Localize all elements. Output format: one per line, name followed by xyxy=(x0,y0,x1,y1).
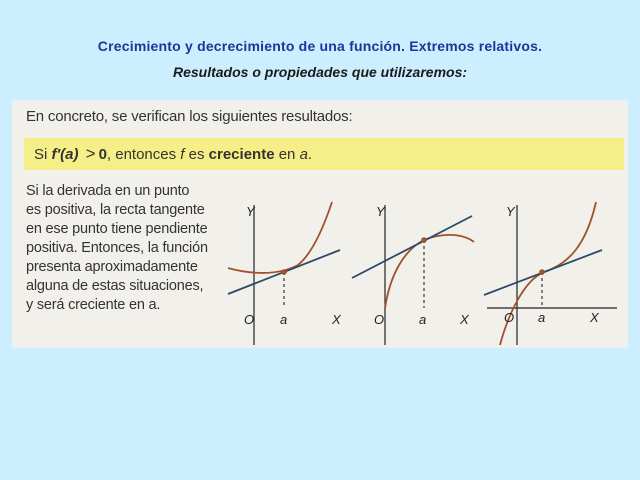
slide-subtitle: Resultados o propiedades que utilizaremos: xyxy=(172,64,468,80)
paragraph-line: Si la derivada en un punto xyxy=(26,183,190,199)
rule-si: Si xyxy=(34,146,48,163)
rule-a: a xyxy=(299,146,308,163)
graph-3-curve xyxy=(500,202,596,345)
rule-es: es xyxy=(188,146,205,163)
graph-1-tangency-point xyxy=(281,269,287,275)
graph-2-x-label: X xyxy=(460,312,469,327)
intro-text: En concreto, se verifican los siguientes resultados: xyxy=(26,108,353,125)
rule-entonces: , entonces xyxy=(106,146,177,163)
rule-en: en xyxy=(278,146,296,163)
graph-2-tangency-point xyxy=(421,237,427,243)
paragraph-line: y será creciente en a. xyxy=(26,297,161,313)
graph-2-tangent-line xyxy=(352,216,472,278)
textbook-excerpt xyxy=(12,100,628,348)
slide-title: Crecimiento y decrecimiento de una función. Extremos relativos. xyxy=(97,38,543,54)
function-graphs xyxy=(12,100,628,348)
graph-1-x-label: X xyxy=(332,312,341,327)
paragraph-line: en ese punto tiene pendiente xyxy=(26,221,208,237)
graph-3-point-label: a xyxy=(538,310,546,325)
graph-2-point-label: a xyxy=(419,312,427,327)
paragraph-line: es positiva, la recta tangente xyxy=(26,202,205,218)
paragraph-line: positiva. Entonces, la función xyxy=(26,240,208,256)
graph-1-curve xyxy=(228,202,332,273)
graph-2-origin-label: O xyxy=(374,312,385,327)
graph-2 xyxy=(352,204,474,345)
graph-1 xyxy=(228,202,342,345)
rule-derivative: f′(a) xyxy=(51,146,79,163)
graph-1-point-label: a xyxy=(280,312,288,327)
graph-3-x-label: X xyxy=(590,310,599,325)
paragraph-line: alguna de estas situaciones, xyxy=(26,278,204,294)
graph-3-tangency-point xyxy=(539,269,545,275)
rule-f: f xyxy=(180,146,185,163)
paragraph-line: presenta aproximadamente xyxy=(26,259,198,275)
graph-2-curve xyxy=(385,235,474,308)
rule-dot: . xyxy=(307,146,313,163)
graph-3-origin-label: O xyxy=(504,310,515,325)
rule-zero: 0 xyxy=(98,146,107,163)
rule-creciente: creciente xyxy=(208,146,275,163)
graph-2-y-label: Y xyxy=(376,204,385,219)
graph-3 xyxy=(484,202,617,345)
graph-3-y-label: Y xyxy=(506,204,515,219)
graph-1-origin-label: O xyxy=(244,312,255,327)
rule-greater-than: > xyxy=(85,144,96,163)
graph-1-y-label: Y xyxy=(246,204,255,219)
